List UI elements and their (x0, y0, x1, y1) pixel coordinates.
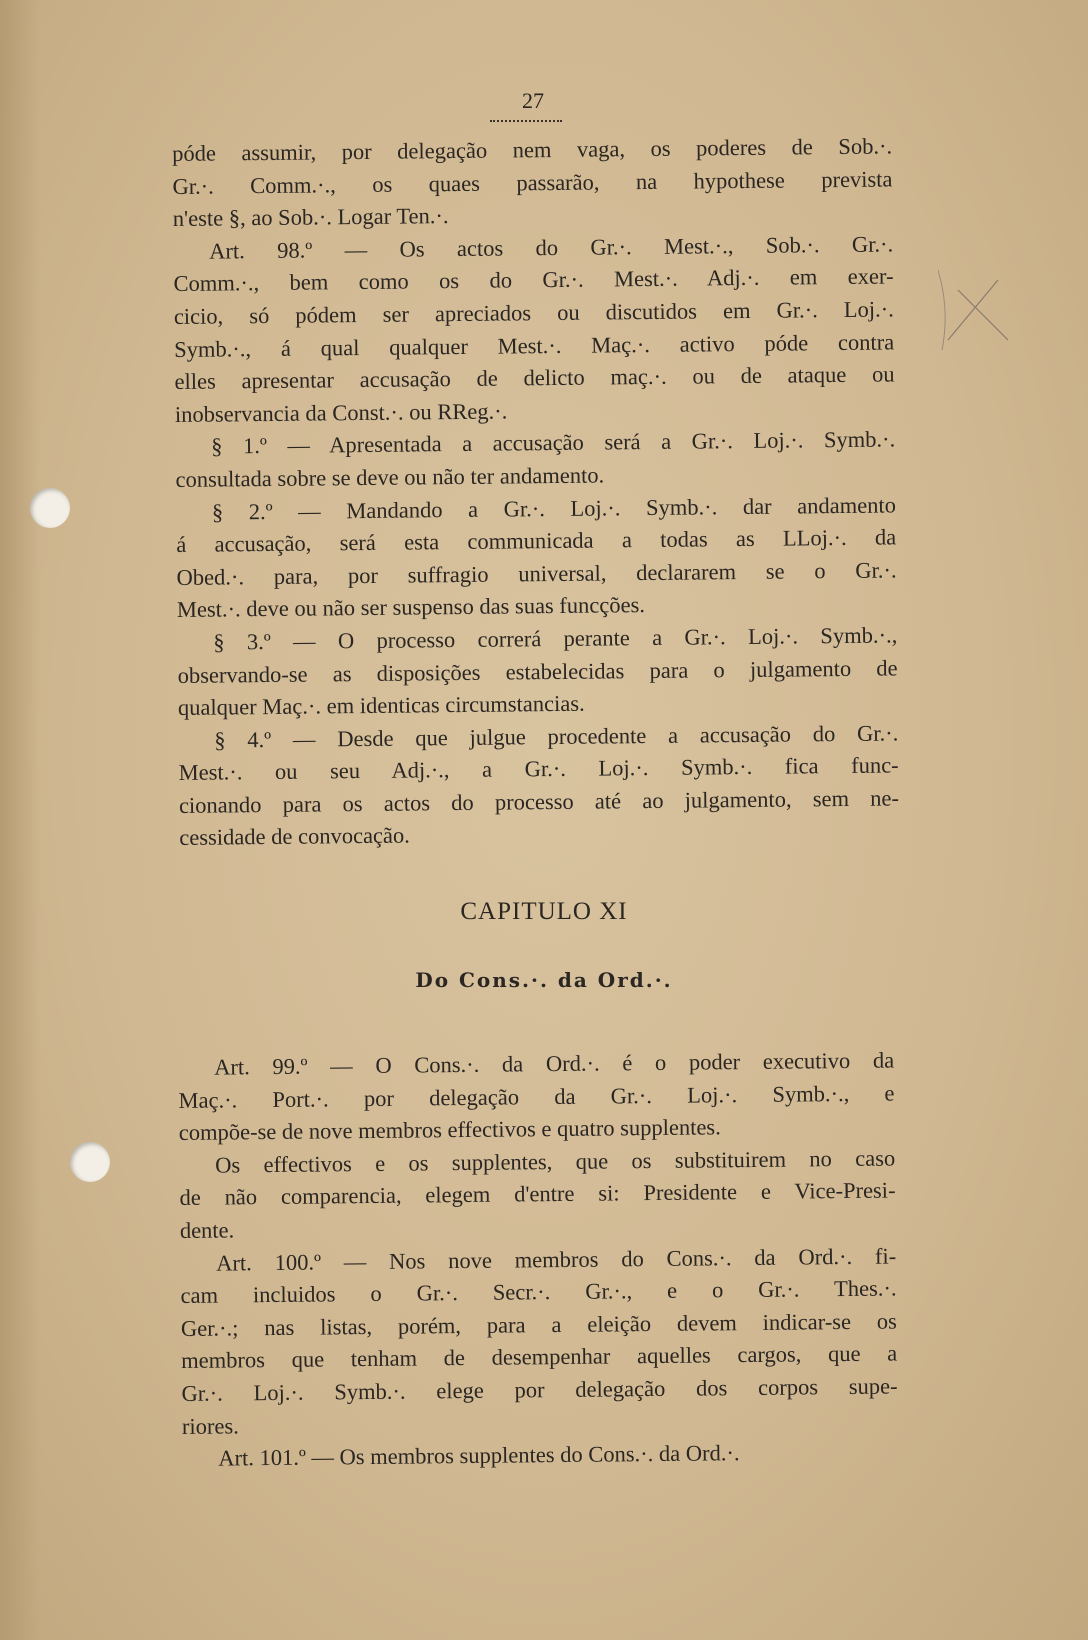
text-line: á accusação, será esta communicada a todas as LLoj.·. da (176, 524, 897, 558)
chapter-title: CAPITULO XI (460, 898, 628, 925)
text-line: compõe-se de nove membros effectivos e quatro supplentes. (178, 1114, 721, 1146)
text-line: consultada sobre se deve ou não ter andamento. (175, 462, 605, 492)
text-line: Mest.·. deve ou não ser suspenso das suas funcções. (176, 592, 646, 623)
text-line: Ger.·.; nas listas, porém, para a eleição devem indicar-se os (180, 1308, 897, 1341)
text-line: Art. 99.º — O Cons.·. da Ord.·. é o poder executivo da (214, 1047, 895, 1080)
text-line: Gr.·. Comm.·., os quaes passarão, na hypothese prevista (172, 166, 893, 199)
text-block-1 (172, 130, 899, 855)
page-edge-shadow (0, 0, 40, 1640)
text-line: Gr.·. Loj.·. Symb.·. elege por delegação dos corpos supe- (181, 1373, 898, 1406)
text-line: § 1.º — Apresentada a accusação será a Gr.·. Loj.·. Symb.·. (211, 426, 896, 459)
text-line: Maç.·. Port.·. por delegação da Gr.·. Loj.·. Symb.·., e (178, 1080, 895, 1113)
text-line: cicio, só pódem ser apreciados ou discutidos em Gr.·. Loj.·. (173, 296, 894, 329)
text-block-2 (178, 1045, 898, 1476)
text-line: cessidade de convocação. (179, 823, 410, 851)
chapter-subtitle: Do Cons.·. da Ord.·. (415, 968, 673, 992)
punch-hole-bottom (70, 1142, 110, 1182)
text-line: § 2.º — Mandando a Gr.·. Loj.·. Symb.·. dar andamento (211, 491, 897, 525)
text-line: § 4.º — Desde que julgue procedente a accusação do Gr.·. (214, 720, 899, 753)
text-line: Symb.·., á qual qualquer Mest.·. Maç.·. activo póde contra (174, 329, 895, 362)
text-line: Mest.·. ou seu Adj.·., a Gr.·. Loj.·. Symb.·. fica func- (178, 752, 899, 786)
text-line: cionando para os actos do processo até ao julgamento, sem ne- (178, 785, 900, 818)
text-line: Comm.·., bem como os do Gr.·. Mest.·. Adj.·. em exer- (173, 263, 894, 297)
text-line: cam incluidos o Gr.·. Secr.·. Gr.·., e o Gr.·. Thes.·. (180, 1275, 897, 1309)
text-line: riores. (181, 1412, 239, 1439)
text-line: póde assumir, por delegação nem vaga, os poderes de Sob.·. (172, 133, 893, 166)
text-line: qualquer Maç.·. em identicas circumstancias. (177, 690, 585, 721)
text-line: Obed.·. para, por suffragio universal, declararem se o Gr.·. (176, 557, 897, 590)
text-line: elles apresentar accusação de delicto maç.·. ou de ataque ou (174, 361, 895, 395)
text-line: membros que tenham de desempenhar aquelles cargos, que a (181, 1340, 898, 1374)
text-line: dente. (179, 1217, 235, 1243)
text-line: Os effectivos e os supplentes, que os substituirem no caso (215, 1145, 896, 1178)
text-line: Art. 100.º — Nos nove membros do Cons.·. da Ord.·. fi- (216, 1243, 897, 1276)
text-line: § 3.º — O processo correrá perante a Gr.·. Loj.·. Symb.·., (213, 622, 898, 655)
text-line: observando-se as disposições estabelecidas para o julgamento de (177, 654, 898, 688)
text-line: de não comparencia, elegem d'entre si: Presidente e Vice-Presi- (179, 1177, 896, 1211)
punch-hole-top (30, 488, 70, 528)
text-line: inobservancia da Const.·. ou RReg.·. (174, 398, 508, 427)
page-number-rule (490, 120, 562, 123)
page-number: 27 (522, 88, 544, 113)
pencil-mark-icon (938, 270, 1018, 350)
text-line: Art. 101.º — Os membros supplentes do Cons.·. da Ord.·. (218, 1440, 740, 1471)
text-line: Art. 98.º — Os actos do Gr.·. Mest.·., Sob.·. Gr.·. (209, 231, 894, 264)
text-line: n'este §, ao Sob.·. Logar Ten.·. (172, 203, 449, 232)
